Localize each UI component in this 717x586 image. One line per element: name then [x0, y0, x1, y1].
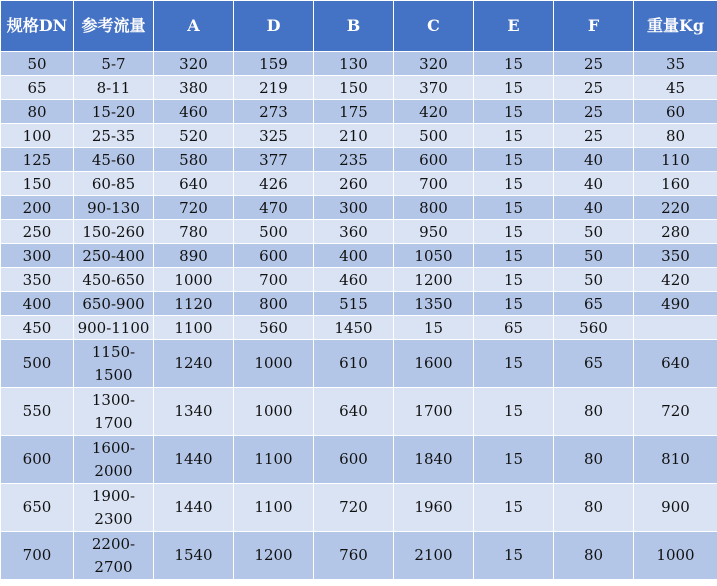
cell-f: 40 — [554, 148, 634, 172]
cell-e: 15 — [474, 268, 554, 292]
cell-weight: 45 — [634, 76, 717, 100]
cell-weight — [634, 316, 717, 340]
cell-b: 640 — [314, 388, 394, 436]
cell-weight: 160 — [634, 172, 717, 196]
cell-d: 325 — [234, 124, 314, 148]
cell-c: 1200 — [394, 268, 474, 292]
cell-dn: 200 — [1, 196, 74, 220]
cell-flow: 1900-2300 — [74, 484, 154, 532]
header-flow: 参考流量 — [74, 1, 154, 52]
cell-c: 500 — [394, 124, 474, 148]
cell-e: 15 — [474, 220, 554, 244]
cell-weight: 420 — [634, 268, 717, 292]
cell-f: 80 — [554, 484, 634, 532]
cell-c: 320 — [394, 52, 474, 76]
cell-f: 25 — [554, 52, 634, 76]
cell-e: 15 — [474, 52, 554, 76]
cell-flow: 2200-2700 — [74, 532, 154, 580]
cell-b: 130 — [314, 52, 394, 76]
cell-dn: 400 — [1, 292, 74, 316]
cell-dn: 500 — [1, 340, 74, 388]
cell-dn: 350 — [1, 268, 74, 292]
table-row — [1, 316, 717, 340]
cell-f: 50 — [554, 268, 634, 292]
cell-e: 15 — [474, 196, 554, 220]
table-row — [1, 172, 717, 196]
cell-dn: 650 — [1, 484, 74, 532]
cell-f: 560 — [554, 316, 634, 340]
cell-weight: 110 — [634, 148, 717, 172]
cell-b: 400 — [314, 244, 394, 268]
cell-e: 15 — [474, 388, 554, 436]
cell-f: 25 — [554, 124, 634, 148]
cell-dn: 65 — [1, 76, 74, 100]
cell-e: 15 — [474, 484, 554, 532]
cell-e: 15 — [474, 100, 554, 124]
cell-a: 380 — [154, 76, 234, 100]
cell-weight: 220 — [634, 196, 717, 220]
cell-b: 610 — [314, 340, 394, 388]
cell-e: 15 — [474, 532, 554, 580]
cell-a: 720 — [154, 196, 234, 220]
cell-d: 273 — [234, 100, 314, 124]
cell-b: 720 — [314, 484, 394, 532]
cell-e: 15 — [474, 172, 554, 196]
header-a: A — [154, 1, 234, 52]
cell-f: 80 — [554, 532, 634, 580]
cell-d: 1100 — [234, 484, 314, 532]
cell-a: 780 — [154, 220, 234, 244]
cell-weight: 490 — [634, 292, 717, 316]
cell-a: 580 — [154, 148, 234, 172]
cell-c: 420 — [394, 100, 474, 124]
cell-dn: 50 — [1, 52, 74, 76]
cell-c: 950 — [394, 220, 474, 244]
cell-weight: 80 — [634, 124, 717, 148]
cell-c: 1960 — [394, 484, 474, 532]
cell-d: 1000 — [234, 340, 314, 388]
cell-a: 1240 — [154, 340, 234, 388]
table-row — [1, 484, 717, 532]
cell-e: 15 — [474, 124, 554, 148]
cell-c: 2100 — [394, 532, 474, 580]
cell-e: 15 — [474, 76, 554, 100]
cell-weight: 35 — [634, 52, 717, 76]
cell-f: 80 — [554, 388, 634, 436]
header-d: D — [234, 1, 314, 52]
cell-flow: 450-650 — [74, 268, 154, 292]
cell-a: 1540 — [154, 532, 234, 580]
cell-flow: 900-1100 — [74, 316, 154, 340]
cell-b: 300 — [314, 196, 394, 220]
cell-d: 1100 — [234, 436, 314, 484]
cell-a: 320 — [154, 52, 234, 76]
cell-d: 560 — [234, 316, 314, 340]
cell-flow: 5-7 — [74, 52, 154, 76]
cell-e: 15 — [474, 244, 554, 268]
cell-d: 426 — [234, 172, 314, 196]
header-f: F — [554, 1, 634, 52]
cell-e: 15 — [474, 292, 554, 316]
cell-a: 640 — [154, 172, 234, 196]
header-dn: 规格DN — [1, 1, 74, 52]
table-row — [1, 52, 717, 76]
cell-dn: 80 — [1, 100, 74, 124]
cell-weight: 900 — [634, 484, 717, 532]
cell-b: 460 — [314, 268, 394, 292]
cell-c: 1600 — [394, 340, 474, 388]
cell-b: 515 — [314, 292, 394, 316]
cell-d: 219 — [234, 76, 314, 100]
cell-dn: 250 — [1, 220, 74, 244]
table-row — [1, 436, 717, 484]
cell-flow: 15-20 — [74, 100, 154, 124]
cell-weight: 350 — [634, 244, 717, 268]
cell-dn: 550 — [1, 388, 74, 436]
cell-a: 460 — [154, 100, 234, 124]
cell-a: 1120 — [154, 292, 234, 316]
cell-flow: 250-400 — [74, 244, 154, 268]
cell-a: 890 — [154, 244, 234, 268]
cell-f: 80 — [554, 436, 634, 484]
cell-f: 65 — [554, 292, 634, 316]
cell-b: 210 — [314, 124, 394, 148]
cell-flow: 1300-1700 — [74, 388, 154, 436]
cell-d: 159 — [234, 52, 314, 76]
cell-f: 25 — [554, 76, 634, 100]
cell-d: 1200 — [234, 532, 314, 580]
cell-f: 50 — [554, 244, 634, 268]
header-row — [1, 1, 717, 52]
table-body — [1, 52, 717, 580]
cell-a: 520 — [154, 124, 234, 148]
table-row — [1, 76, 717, 100]
cell-weight: 640 — [634, 340, 717, 388]
cell-e: 65 — [474, 316, 554, 340]
cell-dn: 100 — [1, 124, 74, 148]
cell-flow: 1600-2000 — [74, 436, 154, 484]
table-row — [1, 220, 717, 244]
cell-flow: 90-130 — [74, 196, 154, 220]
cell-f: 25 — [554, 100, 634, 124]
table-row — [1, 196, 717, 220]
cell-weight: 1000 — [634, 532, 717, 580]
cell-c: 1700 — [394, 388, 474, 436]
table-row — [1, 388, 717, 436]
cell-c: 1350 — [394, 292, 474, 316]
table-row — [1, 292, 717, 316]
cell-weight: 810 — [634, 436, 717, 484]
cell-weight: 280 — [634, 220, 717, 244]
cell-c: 700 — [394, 172, 474, 196]
cell-flow: 150-260 — [74, 220, 154, 244]
cell-d: 500 — [234, 220, 314, 244]
header-e: E — [474, 1, 554, 52]
cell-flow: 1150-1500 — [74, 340, 154, 388]
cell-c: 1840 — [394, 436, 474, 484]
cell-d: 800 — [234, 292, 314, 316]
cell-c: 800 — [394, 196, 474, 220]
table-row — [1, 124, 717, 148]
cell-e: 15 — [474, 436, 554, 484]
cell-b: 600 — [314, 436, 394, 484]
cell-dn: 300 — [1, 244, 74, 268]
cell-dn: 600 — [1, 436, 74, 484]
cell-weight: 720 — [634, 388, 717, 436]
cell-flow: 650-900 — [74, 292, 154, 316]
cell-f: 50 — [554, 220, 634, 244]
cell-a: 1000 — [154, 268, 234, 292]
cell-c: 15 — [394, 316, 474, 340]
table-header — [1, 1, 717, 52]
cell-c: 370 — [394, 76, 474, 100]
cell-weight: 60 — [634, 100, 717, 124]
cell-d: 700 — [234, 268, 314, 292]
table-row — [1, 532, 717, 580]
table-row — [1, 268, 717, 292]
cell-e: 15 — [474, 340, 554, 388]
cell-a: 1440 — [154, 436, 234, 484]
cell-e: 15 — [474, 148, 554, 172]
header-b: B — [314, 1, 394, 52]
cell-flow: 45-60 — [74, 148, 154, 172]
header-weight: 重量Kg — [634, 1, 717, 52]
cell-b: 360 — [314, 220, 394, 244]
cell-b: 1450 — [314, 316, 394, 340]
table-row — [1, 340, 717, 388]
cell-b: 760 — [314, 532, 394, 580]
cell-dn: 700 — [1, 532, 74, 580]
cell-b: 235 — [314, 148, 394, 172]
cell-d: 1000 — [234, 388, 314, 436]
cell-a: 1440 — [154, 484, 234, 532]
table-row — [1, 148, 717, 172]
cell-d: 600 — [234, 244, 314, 268]
cell-c: 600 — [394, 148, 474, 172]
cell-dn: 450 — [1, 316, 74, 340]
cell-a: 1340 — [154, 388, 234, 436]
cell-d: 377 — [234, 148, 314, 172]
cell-a: 1100 — [154, 316, 234, 340]
table-row — [1, 100, 717, 124]
cell-dn: 150 — [1, 172, 74, 196]
cell-flow: 25-35 — [74, 124, 154, 148]
cell-b: 260 — [314, 172, 394, 196]
cell-d: 470 — [234, 196, 314, 220]
cell-dn: 125 — [1, 148, 74, 172]
cell-f: 65 — [554, 340, 634, 388]
cell-f: 40 — [554, 172, 634, 196]
cell-flow: 60-85 — [74, 172, 154, 196]
cell-f: 40 — [554, 196, 634, 220]
cell-flow: 8-11 — [74, 76, 154, 100]
cell-b: 175 — [314, 100, 394, 124]
header-c: C — [394, 1, 474, 52]
cell-b: 150 — [314, 76, 394, 100]
cell-c: 1050 — [394, 244, 474, 268]
table-row — [1, 244, 717, 268]
